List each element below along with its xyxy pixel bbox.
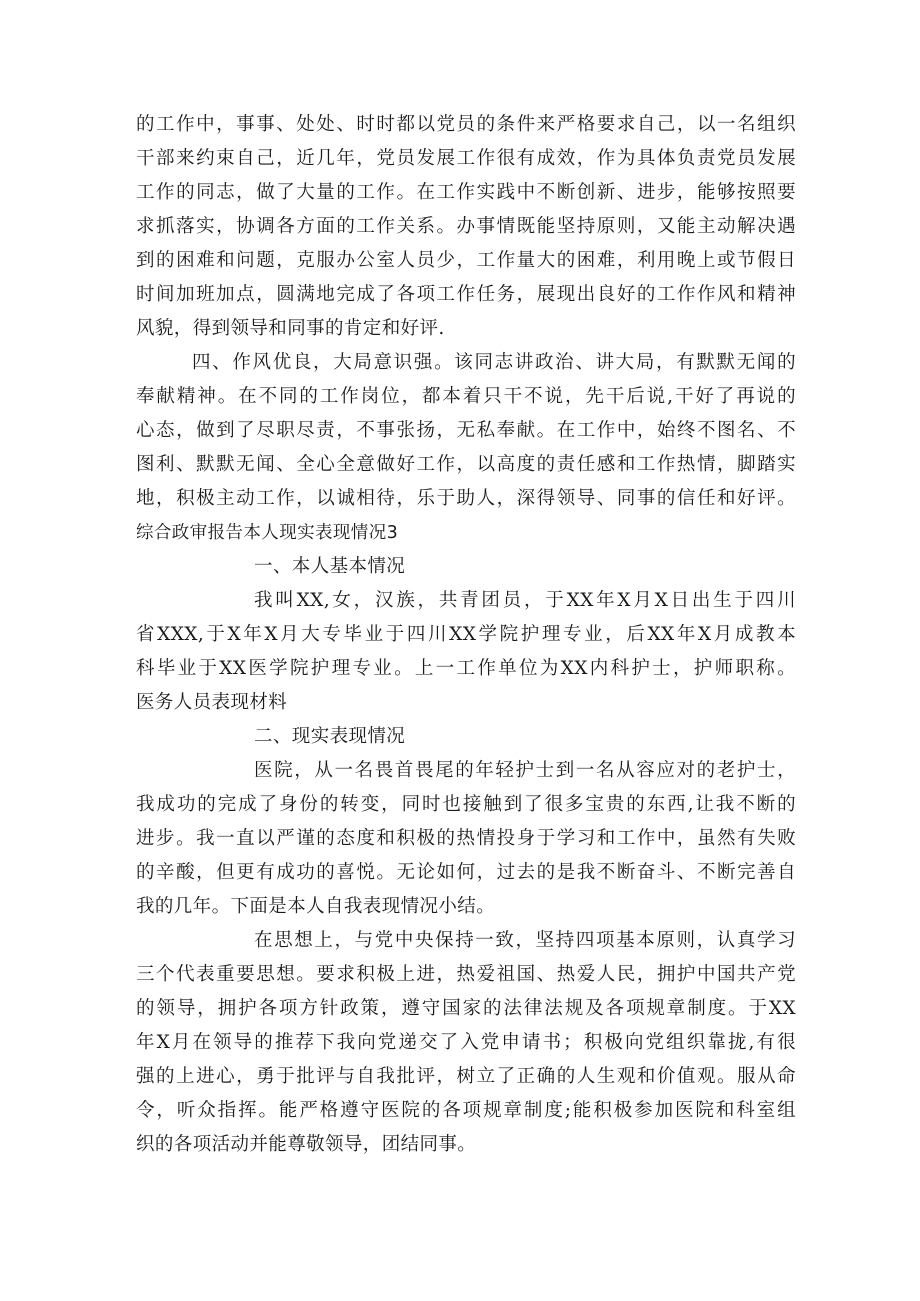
subtitle: 医务人员表现材料 [136,692,288,713]
section-title: 综合政审报告本人现实表现情况3 [136,523,399,543]
paragraph-line: 四、作风优良，大局意识强。该同志讲政治、讲大局，有默默无闻的 [192,352,796,373]
paragraph-line: 年X月在领导的推荐下我向党递交了入党申请书；积极向党组织靠拢,有很 [136,1032,796,1053]
paragraph-line: 的工作中，事事、处处、时时都以党员的条件来严格要求自己，以一名组织 [136,114,796,135]
paragraph-line: 到的困难和问题，克服办公室人员少，工作量大的困难，利用晚上或节假日 [136,250,796,271]
paragraph-line: 干部来约束自己，近几年，党员发展工作很有成效，作为具体负责党员发展 [136,148,796,169]
paragraph-line: 地，积极主动工作，以诚相待，乐于助人，深得领导、同事的信任和好评。 [136,488,796,509]
paragraph-line: 我叫XX,女，汉族，共青团员，于XX年X月X日出生于四川 [254,590,796,611]
paragraph-line: 医院，从一名畏首畏尾的年轻护士到一名从容应对的老护士， [254,760,796,781]
paragraph-line: 科毕业于XX医学院护理专业。上一工作单位为XX内科护士，护师职称。 [136,658,796,679]
paragraph-line: 时间加班加点，圆满地完成了各项工作任务，展现出良好的工作作风和精神 [136,284,796,305]
paragraph-line: 求抓落实，协调各方面的工作关系。办事情既能坚持原则，又能主动解决遇 [136,216,796,237]
paragraph-line: 进步。我一直以严谨的态度和积极的热情投身于学习和工作中，虽然有失败 [136,828,796,849]
paragraph-line: 心态，做到了尽职尽责，不事张扬，无私奉献。在工作中，始终不图名、不 [136,420,796,441]
paragraph-line: 三个代表重要思想。要求积极上进，热爱祖国、热爱人民，拥护中国共产党 [136,964,796,985]
paragraph-line: 的领导，拥护各项方针政策，遵守国家的法律法规及各项规章制度。于XX [136,998,796,1019]
paragraph-line: 令，听众指挥。能严格遵守医院的各项规章制度;能积极参加医院和科室组 [136,1100,796,1121]
paragraph-line: 我的几年。下面是本人自我表现情况小结。 [136,896,496,917]
paragraph-line: 风貌，得到领导和同事的肯定和好评. [136,318,445,339]
heading-performance: 二、现实表现情况 [254,726,406,747]
paragraph-line: 奉献精神。在不同的工作岗位，都本着只干不说，先干后说,干好了再说的 [136,386,796,407]
paragraph-line: 工作的同志，做了大量的工作。在工作实践中不断创新、进步，能够按照要 [136,182,796,203]
heading-basic-info: 一、本人基本情况 [254,556,406,577]
document-body [136,108,796,1162]
paragraph-line: 强的上进心，勇于批评与自我批评，树立了正确的人生观和价值观。服从命 [136,1066,796,1087]
paragraph-line: 织的各项活动并能尊敬领导，团结同事。 [136,1134,477,1155]
paragraph-line: 省XXX,于X年X月大专毕业于四川XX学院护理专业，后XX年X月成教本 [136,624,796,645]
paragraph-line: 我成功的完成了身份的转变，同时也接触到了很多宝贵的东西,让我不断的 [136,794,796,815]
paragraph-line: 在思想上，与党中央保持一致，坚持四项基本原则，认真学习 [254,930,796,951]
paragraph-line: 图利、默默无闻、全心全意做好工作，以高度的责任感和工作热情，脚踏实 [136,454,796,475]
paragraph-line: 的辛酸，但更有成功的喜悦。无论如何，过去的是我不断奋斗、不断完善自 [136,862,796,883]
